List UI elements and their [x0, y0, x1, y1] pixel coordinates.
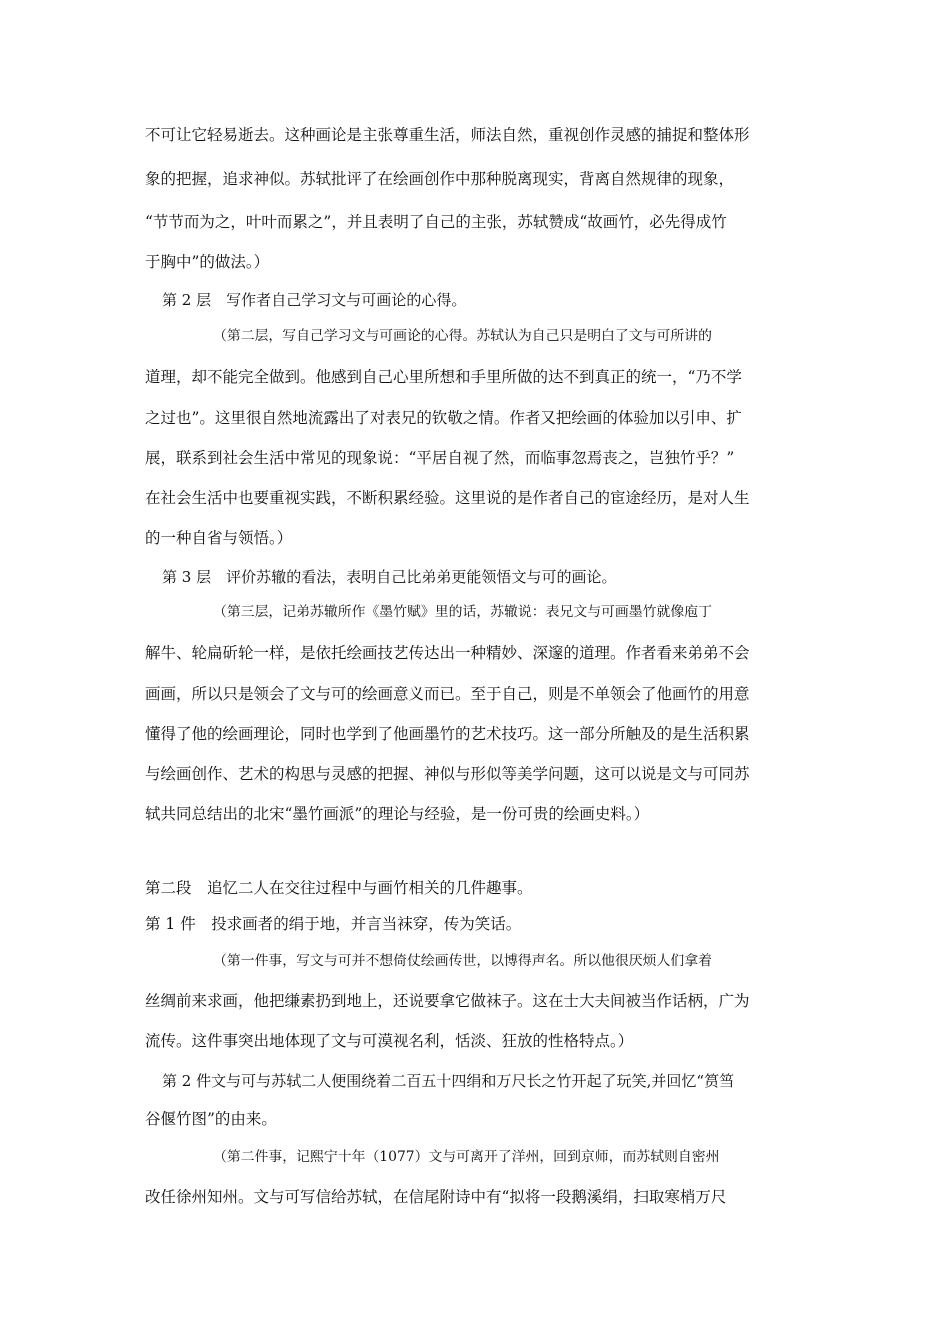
text-line: 谷偃竹图”的由来。: [145, 1110, 277, 1128]
text-line: 象的把握，追求神似。苏轼批评了在绘画创作中那种脱离现实，背离自然规律的现象，: [145, 170, 735, 188]
text-line: 道理，却不能完全做到。他感到自己心里所想和手里所做的达不到真正的统一，“乃不学: [145, 368, 742, 386]
text-line: 于胸中”的做法。）: [145, 253, 270, 271]
text-line: （第二件事，记熙宁十年（1077）文与可离开了洋州，回到京师，而苏轼则自密州: [213, 1149, 720, 1165]
event-heading: 第 2 件文与可与苏轼二人便围绕着二百五十四绢和万尺长之竹开起了玩笑,并回忆“筼筜: [162, 1072, 735, 1090]
text-line: 懂得了他的绘画理论，同时也学到了他画墨竹的艺术技巧。这一部分所触及的是生活积累: [145, 725, 750, 743]
text-line: 之过也”。这里很自然地流露出了对表兄的钦敬之情。作者又把绘画的体验加以引申、扩: [145, 409, 742, 427]
text-line: 展，联系到社会生活中常见的现象说：“平居自视了然，而临事忽焉丧之，岂独竹乎？”: [145, 449, 735, 467]
text-line: 丝绸前来求画，他把缣素扔到地上，还说要拿它做袜子。这在士大夫间被当作话柄，广为: [145, 992, 750, 1010]
text-line: 画画，所以只是领会了文与可的绘画意义而已。至于自己，则是不单领会了他画竹的用意: [145, 685, 750, 703]
text-line: 不可让它轻易逝去。这种画论是主张尊重生活，师法自然，重视创作灵感的捕捉和整体形: [145, 126, 750, 144]
text-line: （第一件事，写文与可并不想倚仗绘画传世，以博得声名。所以他很厌烦人们拿着: [213, 953, 712, 969]
layer-heading: 第 2 层 写作者自己学习文与可画论的心得。: [162, 291, 467, 309]
text-line: 流传。这件事突出地体现了文与可漠视名利，恬淡、狂放的性格特点。）: [145, 1032, 634, 1050]
text-line: “节节而为之，叶叶而累之”，并且表明了自己的主张，苏轼赞成“故画竹，必先得成竹: [145, 213, 727, 231]
text-line: 在社会生活中也要重视实践，不断积累经验。这里说的是作者自己的宦途经历，是对人生: [145, 489, 750, 507]
text-line: 与绘画创作、艺术的构思与灵感的把握、神似与形似等美学问题，这可以说是文与可同苏: [145, 765, 750, 783]
text-line: 改任徐州知州。文与可写信给苏轼，在信尾附诗中有“拟将一段鹅溪绢，扫取寒梢万尺: [145, 1188, 727, 1206]
text-line: 解牛、轮扁斫轮一样，是依托绘画技艺传达出一种精妙、深邃的道理。作者看来弟弟不会: [145, 644, 750, 662]
event-heading: 第 1 件 投求画者的绢于地，并言当袜穿，传为笑话。: [145, 915, 522, 933]
layer-heading: 第 3 层 评价苏辙的看法，表明自己比弟弟更能领悟文与可的画论。: [162, 568, 617, 586]
text-line: 的一种自省与领悟。）: [145, 529, 293, 547]
text-line: （第二层，写自己学习文与可画论的心得。苏轼认为自己只是明白了文与可所讲的: [213, 328, 712, 344]
text-line: （第三层，记弟苏辙所作《墨竹赋》里的话，苏辙说：表兄文与可画墨竹就像庖丁: [213, 604, 712, 620]
section-heading: 第二段 追忆二人在交往过程中与画竹相关的几件趣事。: [145, 879, 533, 897]
text-line: 轼共同总结出的北宋“墨竹画派”的理论与经验，是一份可贵的绘画史料。）: [145, 805, 650, 823]
